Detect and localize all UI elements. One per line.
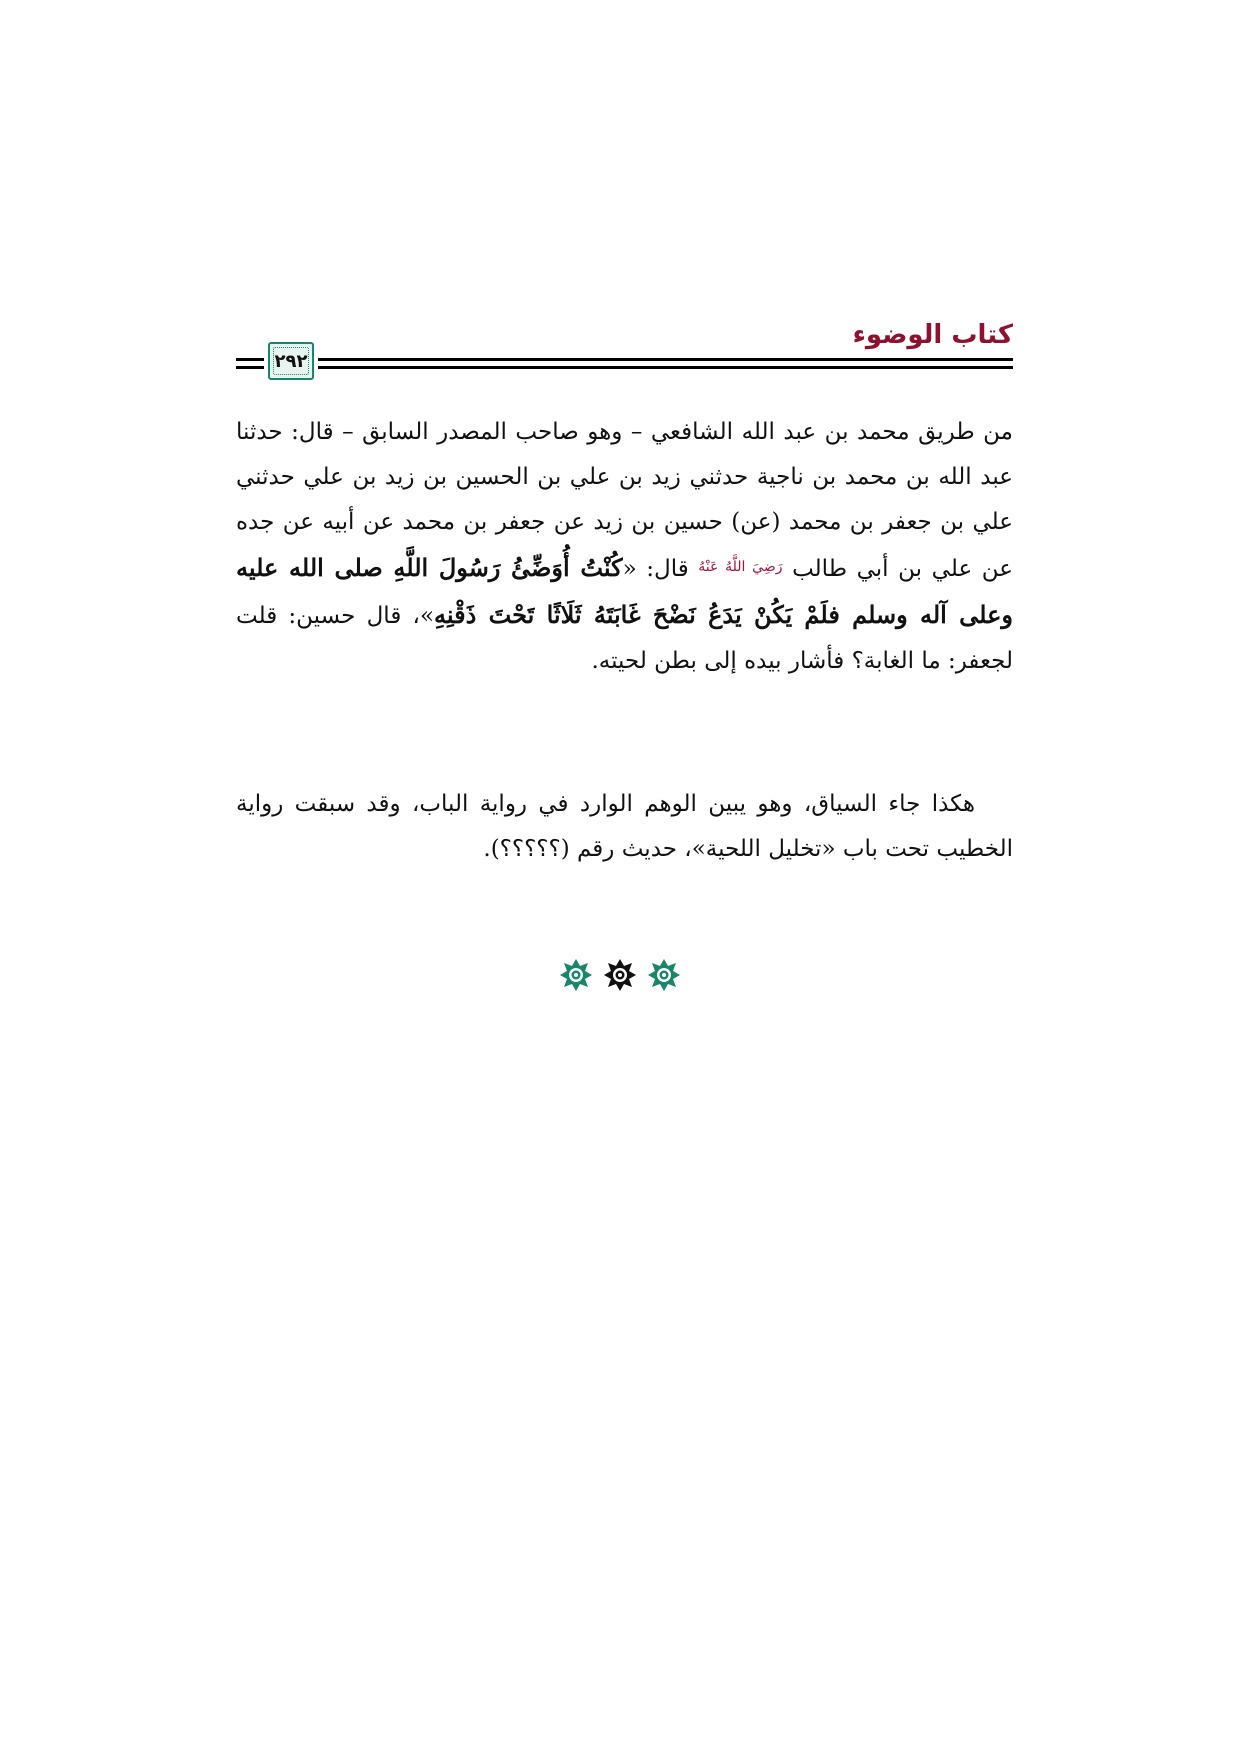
paragraph-isnad [236,410,1013,684]
isnad-text: من طريق محمد بن عبد الله الشافعي – وهو صاحب المصدر السابق – قال: حدثنا عبد الله بن محمد بن ناجية حدثني زيد بن علي بن الحسين بن زيد بن علي حدثني علي بن جعفر بن محمد (عن) حسين بن زيد عن جعفر بن محمد عن أبيه عن جده عن علي بن أبي طالب [236,419,1014,582]
commentary-text: هكذا جاء السياق، وهو يبين الوهم الوارد في رواية الباب، وقد سبقت رواية الخطيب تحت باب «تخليل اللحية»، حديث رقم (؟؟؟؟؟). [236,791,1013,862]
said-text: قال: « [622,556,699,582]
page-header [236,318,1013,388]
black-star-icon [603,958,637,992]
paragraph-commentary [236,782,1013,872]
book-title: كتاب الوضوء [852,320,1013,350]
green-star-icon [559,958,593,992]
page-number-box [268,342,314,380]
green-star-icon [647,958,681,992]
closing-text: »، قال حسين: قلت لجعفر: ما الغابة؟ فأشار بيده إلى بطن لحيته. [236,603,1013,674]
header-rule-top [318,358,1013,361]
honorific-phrase: رَضِيَ اللَّهُ عَنْهُ [698,559,783,575]
section-end-ornaments [0,958,1240,992]
hadith-text: كُنْتُ أُوَضِّئُ رَسُولَ اللَّهِ صلى الله عليه وعلى آله وسلم فلَمْ يَكُنْ يَدَعُ نَضْحَ غَابَتَهُ ثَلَاثًا تَحْتَ ذَقْنِهِ [236,553,1013,629]
header-rule-left-top [236,358,264,361]
header-rule-bottom [318,366,1013,369]
header-rule-left-bottom [236,366,264,369]
page-number: ٢٩٢ [274,350,308,372]
